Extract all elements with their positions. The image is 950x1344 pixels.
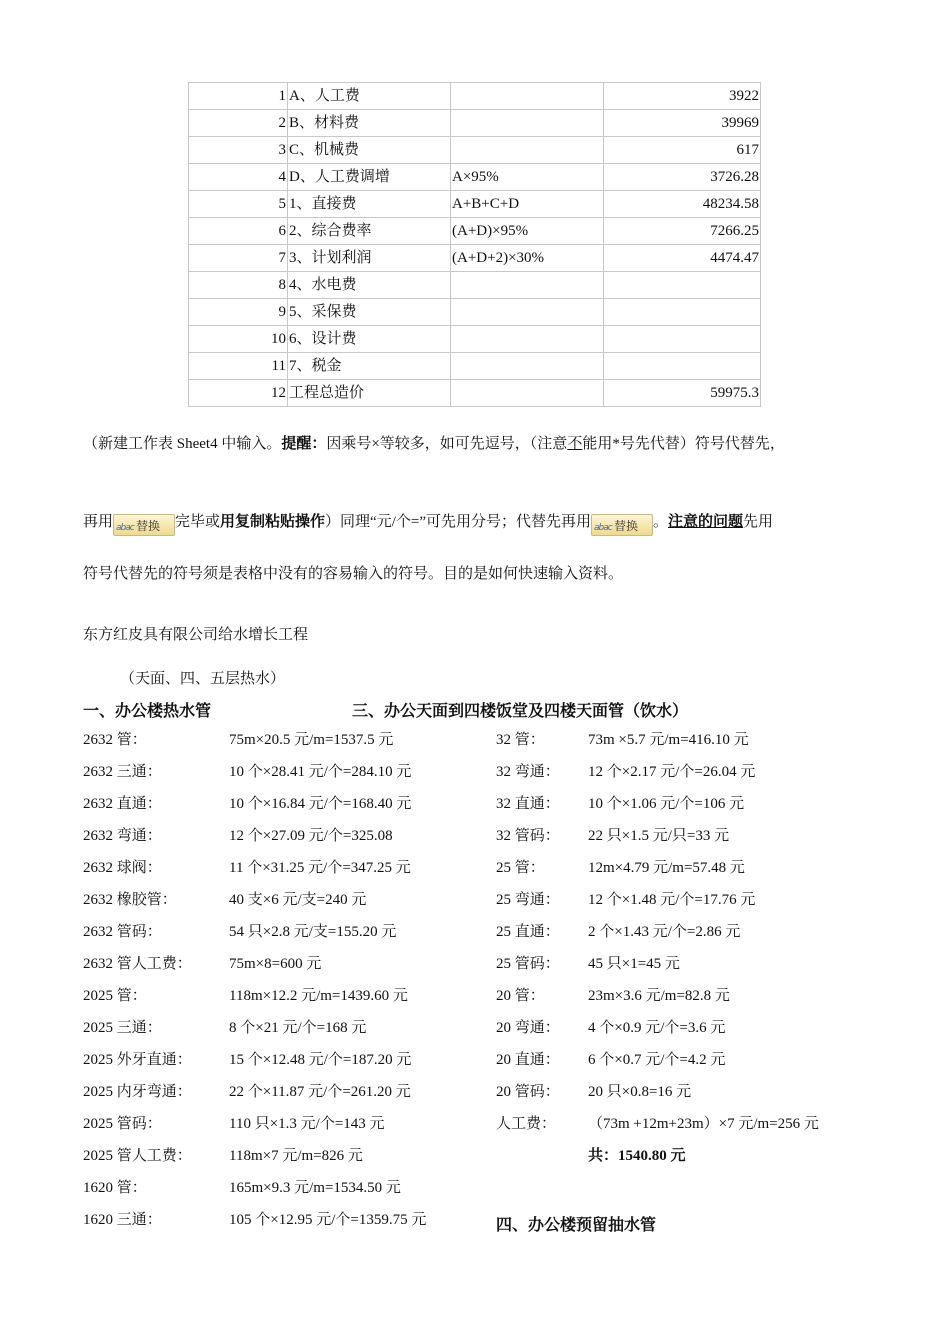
item-cost: 6 个×0.7 元/个=4.2 元: [588, 1052, 726, 1068]
row-formula: A×95%: [451, 164, 604, 191]
item-name: 2025 管码：: [83, 1116, 162, 1132]
item-name: 2025 内牙弯通：: [83, 1084, 192, 1100]
item-cost: 12 个×27.09 元/个=325.08: [229, 828, 393, 844]
item-cost: 12 个×1.48 元/个=17.76 元: [588, 892, 756, 908]
item-cost: 10 个×16.84 元/个=168.40 元: [229, 796, 412, 812]
item-cost: 8 个×21 元/个=168 元: [229, 1020, 367, 1036]
item-cost: 4 个×0.9 元/个=3.6 元: [588, 1020, 726, 1036]
item-name: 1620 管：: [83, 1180, 147, 1196]
row-number: 8: [189, 272, 288, 299]
row-amount: 48234.58: [604, 191, 761, 218]
row-number: 1: [189, 83, 288, 110]
item-name: 20 管：: [496, 988, 545, 1004]
note-text: 符号代替先的符号须是表格中没有的容易输入的符号。目的是如何快速输入资料。: [83, 566, 624, 582]
item-cost: 22 个×11.87 元/个=261.20 元: [229, 1084, 411, 1100]
row-formula: [451, 380, 604, 407]
row-amount: 617: [604, 137, 761, 164]
section4-heading: 四、办公楼预留抽水管: [496, 1217, 657, 1234]
item-name: 2632 弯通：: [83, 828, 162, 844]
row-amount: 4474.47: [604, 245, 761, 272]
row-number: 9: [189, 299, 288, 326]
item-name: 32 直通：: [496, 796, 560, 812]
note-bold: 用复制粘贴操作: [220, 514, 326, 530]
row-formula: [451, 110, 604, 137]
item-cost: 73m ×5.7 元/m=416.10 元: [588, 732, 749, 748]
row-item: 3、计划利润: [288, 245, 451, 272]
note-text: 能用*号先代替）符号代替先，: [582, 436, 785, 452]
row-formula: [451, 83, 604, 110]
note-line-1: [83, 432, 883, 453]
row-number: 10: [189, 326, 288, 353]
item-cost: 20 只×0.8=16 元: [588, 1084, 692, 1100]
row-amount: [604, 353, 761, 380]
row-number: 3: [189, 137, 288, 164]
note-bold: 提醒：: [281, 436, 327, 452]
row-item: 2、综合费率: [288, 218, 451, 245]
note-bold-underline: 注意的问题: [668, 514, 744, 530]
note-text: ）同理“元/个=”可先用分号；代替先再用: [325, 514, 591, 530]
replace-icon: abac: [116, 523, 134, 533]
item-cost: 11 个×31.25 元/个=347.25 元: [229, 860, 411, 876]
item-name: 2632 管：: [83, 732, 147, 748]
row-formula: (A+D)×95%: [451, 218, 604, 245]
row-amount: 3922: [604, 83, 761, 110]
item-cost: 54 只×2.8 元/支=155.20 元: [229, 924, 397, 940]
item-name: 20 管码：: [496, 1084, 560, 1100]
row-number: 4: [189, 164, 288, 191]
note-text: 先用: [743, 514, 774, 530]
item-cost: 165m×9.3 元/m=1534.50 元: [229, 1180, 401, 1196]
table-row: [189, 137, 761, 164]
item-name: 25 管：: [496, 860, 545, 876]
replace-button[interactable]: [591, 514, 653, 536]
row-formula: A+B+C+D: [451, 191, 604, 218]
cost-table: [188, 82, 761, 407]
row-item: A、人工费: [288, 83, 451, 110]
row-number: 5: [189, 191, 288, 218]
item-cost: 40 支×6 元/支=240 元: [229, 892, 367, 908]
item-cost: 22 只×1.5 元/只=33 元: [588, 828, 730, 844]
row-formula: [451, 353, 604, 380]
table-row: [189, 245, 761, 272]
item-cost: 10 个×28.41 元/个=284.10 元: [229, 764, 412, 780]
item-cost: 2 个×1.43 元/个=2.86 元: [588, 924, 741, 940]
item-cost: 23m×3.6 元/m=82.8 元: [588, 988, 730, 1004]
row-number: 6: [189, 218, 288, 245]
item-cost: 12m×4.79 元/m=57.48 元: [588, 860, 745, 876]
row-amount: 59975.3: [604, 380, 761, 407]
row-item: B、材料费: [288, 110, 451, 137]
item-cost: 10 个×1.06 元/个=106 元: [588, 796, 745, 812]
item-name: 32 管码：: [496, 828, 560, 844]
note-text: 再用: [83, 514, 114, 530]
row-formula: [451, 326, 604, 353]
replace-label: 替换: [136, 519, 161, 533]
item-name: 25 弯通：: [496, 892, 560, 908]
table-row: [189, 110, 761, 137]
item-cost: 12 个×2.17 元/个=26.04 元: [588, 764, 756, 780]
item-name: 32 弯通：: [496, 764, 560, 780]
replace-icon: abac: [594, 523, 612, 533]
note-line-3: [83, 562, 883, 583]
row-item: 5、采保费: [288, 299, 451, 326]
item-name: 2025 三通：: [83, 1020, 162, 1036]
row-item: 1、直接费: [288, 191, 451, 218]
table-row: [189, 272, 761, 299]
note-text: （新建工作表 Sheet4 中输入。: [83, 436, 282, 452]
item-name: 25 直通：: [496, 924, 560, 940]
row-item: D、人工费调增: [288, 164, 451, 191]
note-text: 完毕或: [175, 514, 221, 530]
note-text: 因乘号×等较多，如可先逗号，（注意: [326, 436, 568, 452]
item-name: 2632 管人工费：: [83, 956, 192, 972]
section3-heading: 三、办公天面到四楼饭堂及四楼天面管（饮水）: [352, 703, 689, 720]
item-name: 2025 管人工费：: [83, 1148, 192, 1164]
row-number: 7: [189, 245, 288, 272]
item-name: 2632 球阀：: [83, 860, 162, 876]
table-row: [189, 380, 761, 407]
item-name: 20 直通：: [496, 1052, 560, 1068]
row-item: C、机械费: [288, 137, 451, 164]
table-row: [189, 299, 761, 326]
replace-label: 替换: [614, 519, 639, 533]
item-name: 2632 三通：: [83, 764, 162, 780]
note-underline: 不: [567, 436, 583, 452]
table-row: [189, 218, 761, 245]
table-row: [189, 326, 761, 353]
row-item: 4、水电费: [288, 272, 451, 299]
table-row: [189, 164, 761, 191]
replace-button[interactable]: [113, 514, 175, 536]
doc-subtitle: （天面、四、五层热水）: [120, 671, 286, 687]
note-line-2: [83, 510, 883, 536]
row-number: 2: [189, 110, 288, 137]
row-amount: [604, 299, 761, 326]
row-amount: 3726.28: [604, 164, 761, 191]
table-row: [189, 83, 761, 110]
item-name: 32 管：: [496, 732, 545, 748]
row-number: 11: [189, 353, 288, 380]
row-amount: [604, 272, 761, 299]
row-amount: 39969: [604, 110, 761, 137]
item-cost: 118m×12.2 元/m=1439.60 元: [229, 988, 408, 1004]
item-cost: 45 只×1=45 元: [588, 956, 680, 972]
item-name: 2025 外牙直通：: [83, 1052, 192, 1068]
row-formula: [451, 299, 604, 326]
item-cost: 105 个×12.95 元/个=1359.75 元: [229, 1212, 427, 1228]
row-formula: [451, 137, 604, 164]
row-formula: (A+D+2)×30%: [451, 245, 604, 272]
item-name: 20 弯通：: [496, 1020, 560, 1036]
item-name: 2025 管：: [83, 988, 147, 1004]
item-name: 2632 直通：: [83, 796, 162, 812]
item-cost: 110 只×1.3 元/个=143 元: [229, 1116, 385, 1132]
row-amount: 7266.25: [604, 218, 761, 245]
item-cost: （73m +12m+23m）×7 元/m=256 元: [588, 1116, 819, 1132]
item-cost: 15 个×12.48 元/个=187.20 元: [229, 1052, 412, 1068]
row-item: 工程总造价: [288, 380, 451, 407]
section1-heading: 一、办公楼热水管: [83, 703, 212, 720]
row-item: 6、设计费: [288, 326, 451, 353]
total-value: 共：1540.80 元: [588, 1148, 686, 1164]
row-amount: [604, 326, 761, 353]
item-cost: 75m×20.5 元/m=1537.5 元: [229, 732, 394, 748]
row-item: 7、税金: [288, 353, 451, 380]
item-name: 2632 管码：: [83, 924, 162, 940]
row-number: 12: [189, 380, 288, 407]
item-cost: 75m×8=600 元: [229, 956, 322, 972]
table-row: [189, 191, 761, 218]
item-name: 2632 橡胶管：: [83, 892, 177, 908]
note-text: 。: [653, 514, 669, 530]
table-row: [189, 353, 761, 380]
item-name: 25 管码：: [496, 956, 560, 972]
item-name: 1620 三通：: [83, 1212, 162, 1228]
item-name: 人工费：: [496, 1116, 557, 1132]
doc-title: 东方红皮具有限公司给水增长工程: [83, 627, 309, 643]
row-formula: [451, 272, 604, 299]
item-cost: 118m×7 元/m=826 元: [229, 1148, 363, 1164]
